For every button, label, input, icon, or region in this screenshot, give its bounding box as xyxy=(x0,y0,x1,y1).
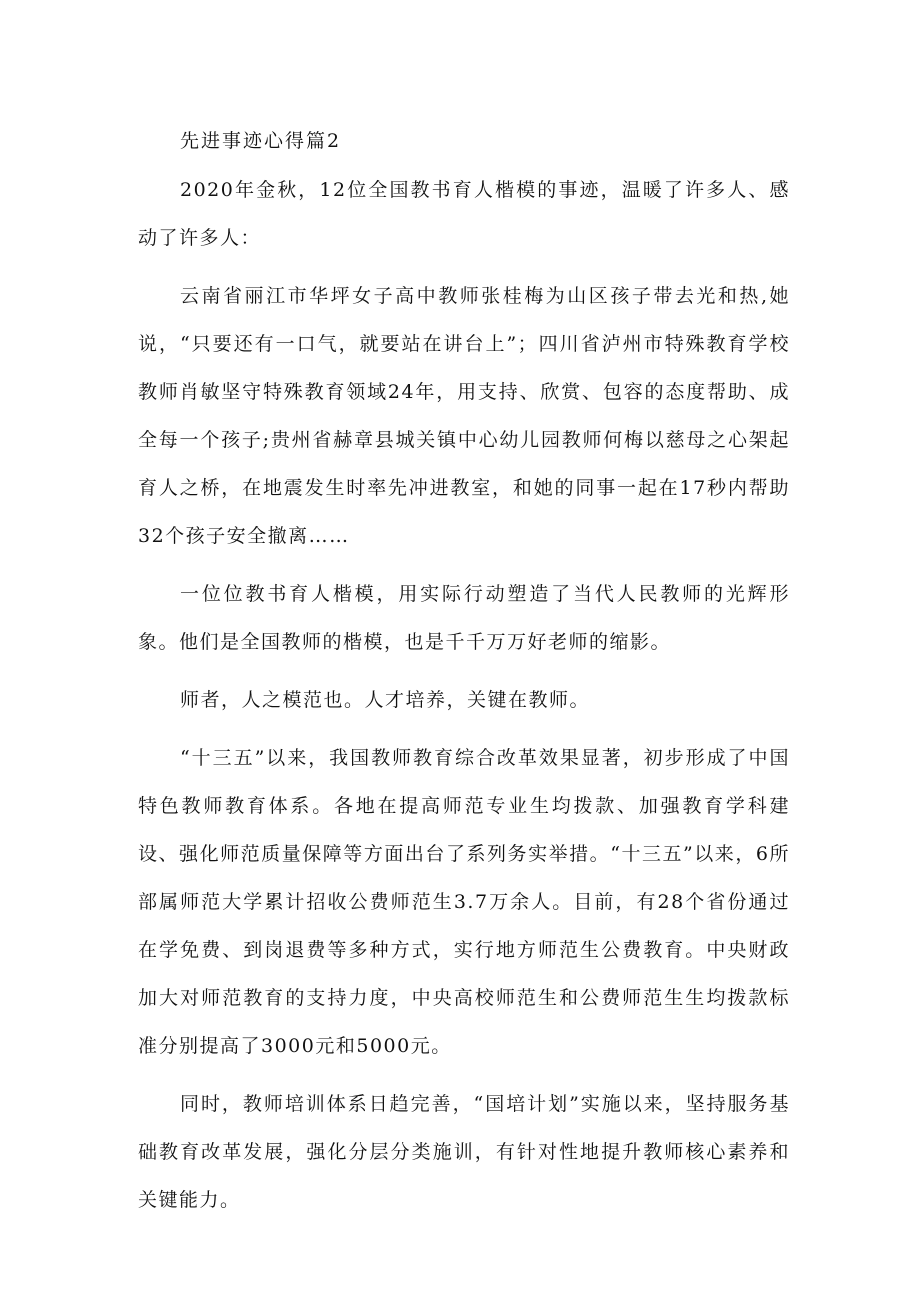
paragraph-autumn-intro: 2020年金秋，12位全国教书育人楷模的事迹，温暖了许多人、感动了许多人： xyxy=(138,179,790,249)
document-title: 先进事迹心得篇2 xyxy=(180,130,342,152)
paragraph-teacher-key: 师者，人之模范也。人才培养，关键在教师。 xyxy=(180,689,591,711)
paragraph-training-system: 同时，教师培训体系日趋完善，“国培计划”实施以来，坚持服务基础教育改革发展，强化分层分类施训，有针对性地提升教师核心素养和关键能力。 xyxy=(138,1093,790,1211)
paragraph-education-reform: “十三五”以来，我国教师教育综合改革效果显著，初步形成了中国特色教师教育体系。各地在提高师范专业生均拨款、加强教育学科建设、强化师范质量保障等方面出台了系列务实举措。“十三五”以来，6所部属师范大学累计招收公费师范生3.7万余人。目前，有28个省份通过在学免费、到岗退费等多种方式，实行地方师范生公费教育。中央财政加大对师范教育的支持力度，中央高校师范生和公费师范生生均拨款标准分别提高了3000元和5000元。 xyxy=(138,747,790,1057)
document-body xyxy=(138,116,790,1234)
paragraph-teacher-image: 一位位教书育人楷模，用实际行动塑造了当代人民教师的光辉形象。他们是全国教师的楷模，也是千千万万好老师的缩影。 xyxy=(138,583,790,653)
paragraph-model-stories: 云南省丽江市华坪女子高中教师张桂梅为山区孩子带去光和热,她说，“只要还有一口气，就要站在讲台上”；四川省泸州市特殊教育学校教师肖敏坚守特殊教育领域24年，用支持、欣赏、包容的态度帮助、成全每一个孩子;贵州省赫章县城关镇中心幼儿园教师何梅以慈母之心架起育人之桥，在地震发生时率先冲进教室，和她的同事一起在17秒内帮助32个孩子安全撤离…… xyxy=(138,285,790,547)
